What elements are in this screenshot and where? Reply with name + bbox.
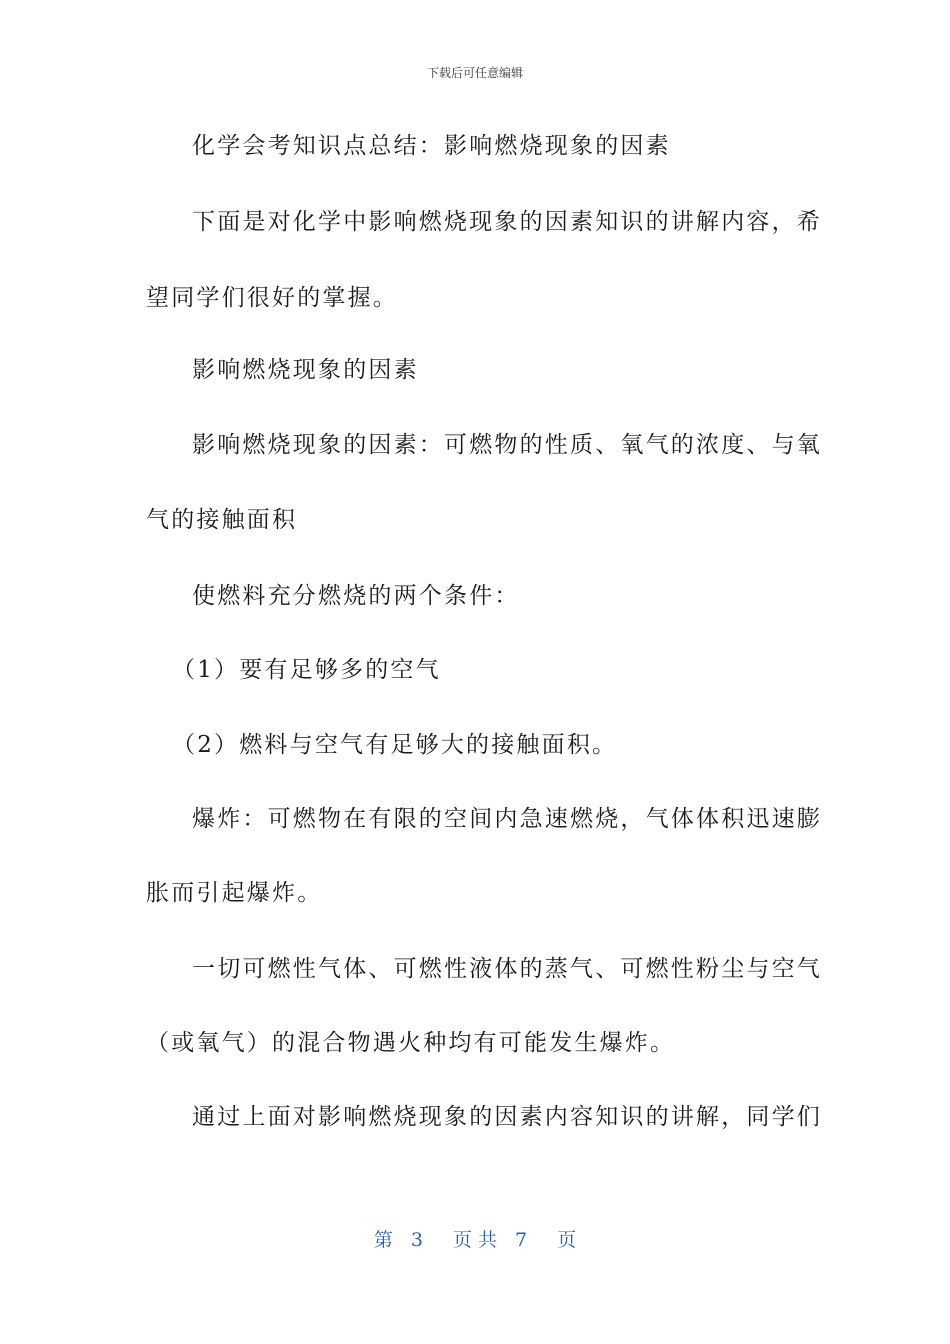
footer-suffix: 页: [557, 1229, 577, 1251]
paragraph-intro-line-1: 下面是对化学中影响燃烧现象的因素知识的讲解内容，希: [192, 209, 822, 235]
paragraph-conclusion-line-1: 通过上面对影响燃烧现象的因素内容知识的讲解，同学们: [192, 1104, 822, 1130]
footer-middle: 页 共: [452, 1229, 498, 1251]
document-title: 化学会考知识点总结：影响燃烧现象的因素: [192, 133, 671, 159]
paragraph-intro-line-2: 望同学们很好的掌握。: [146, 285, 398, 311]
paragraph-explosion-line-1: 爆炸：可燃物在有限的空间内急速燃烧，气体体积迅速膨: [192, 806, 822, 832]
condition-item-2: （2）燃料与空气有足够大的接触面积。: [172, 732, 618, 758]
paragraph-mixtures-line-2: （或氧气）的混合物遇火种均有可能发生爆炸。: [146, 1030, 676, 1056]
paragraph-explosion-line-2: 胀而引起爆炸。: [146, 880, 323, 906]
footer-prefix: 第: [373, 1229, 393, 1251]
paragraph-factors-line-2: 气的接触面积: [146, 507, 298, 533]
paragraph-factors-line-1: 影响燃烧现象的因素：可燃物的性质、氧气的浓度、与氧: [192, 432, 822, 458]
page-header-note: 下载后可任意编辑: [426, 66, 523, 80]
paragraph-conditions-intro: 使燃料充分燃烧的两个条件：: [192, 583, 520, 609]
footer-current-page: 3: [410, 1229, 423, 1251]
paragraph-mixtures-line-1: 一切可燃性气体、可燃性液体的蒸气、可燃性粉尘与空气: [192, 956, 822, 982]
condition-item-1: （1）要有足够多的空气: [172, 657, 441, 683]
page-footer: [0, 1225, 950, 1252]
footer-total-pages: 7: [515, 1229, 528, 1251]
section-heading: 影响燃烧现象的因素: [192, 357, 419, 383]
